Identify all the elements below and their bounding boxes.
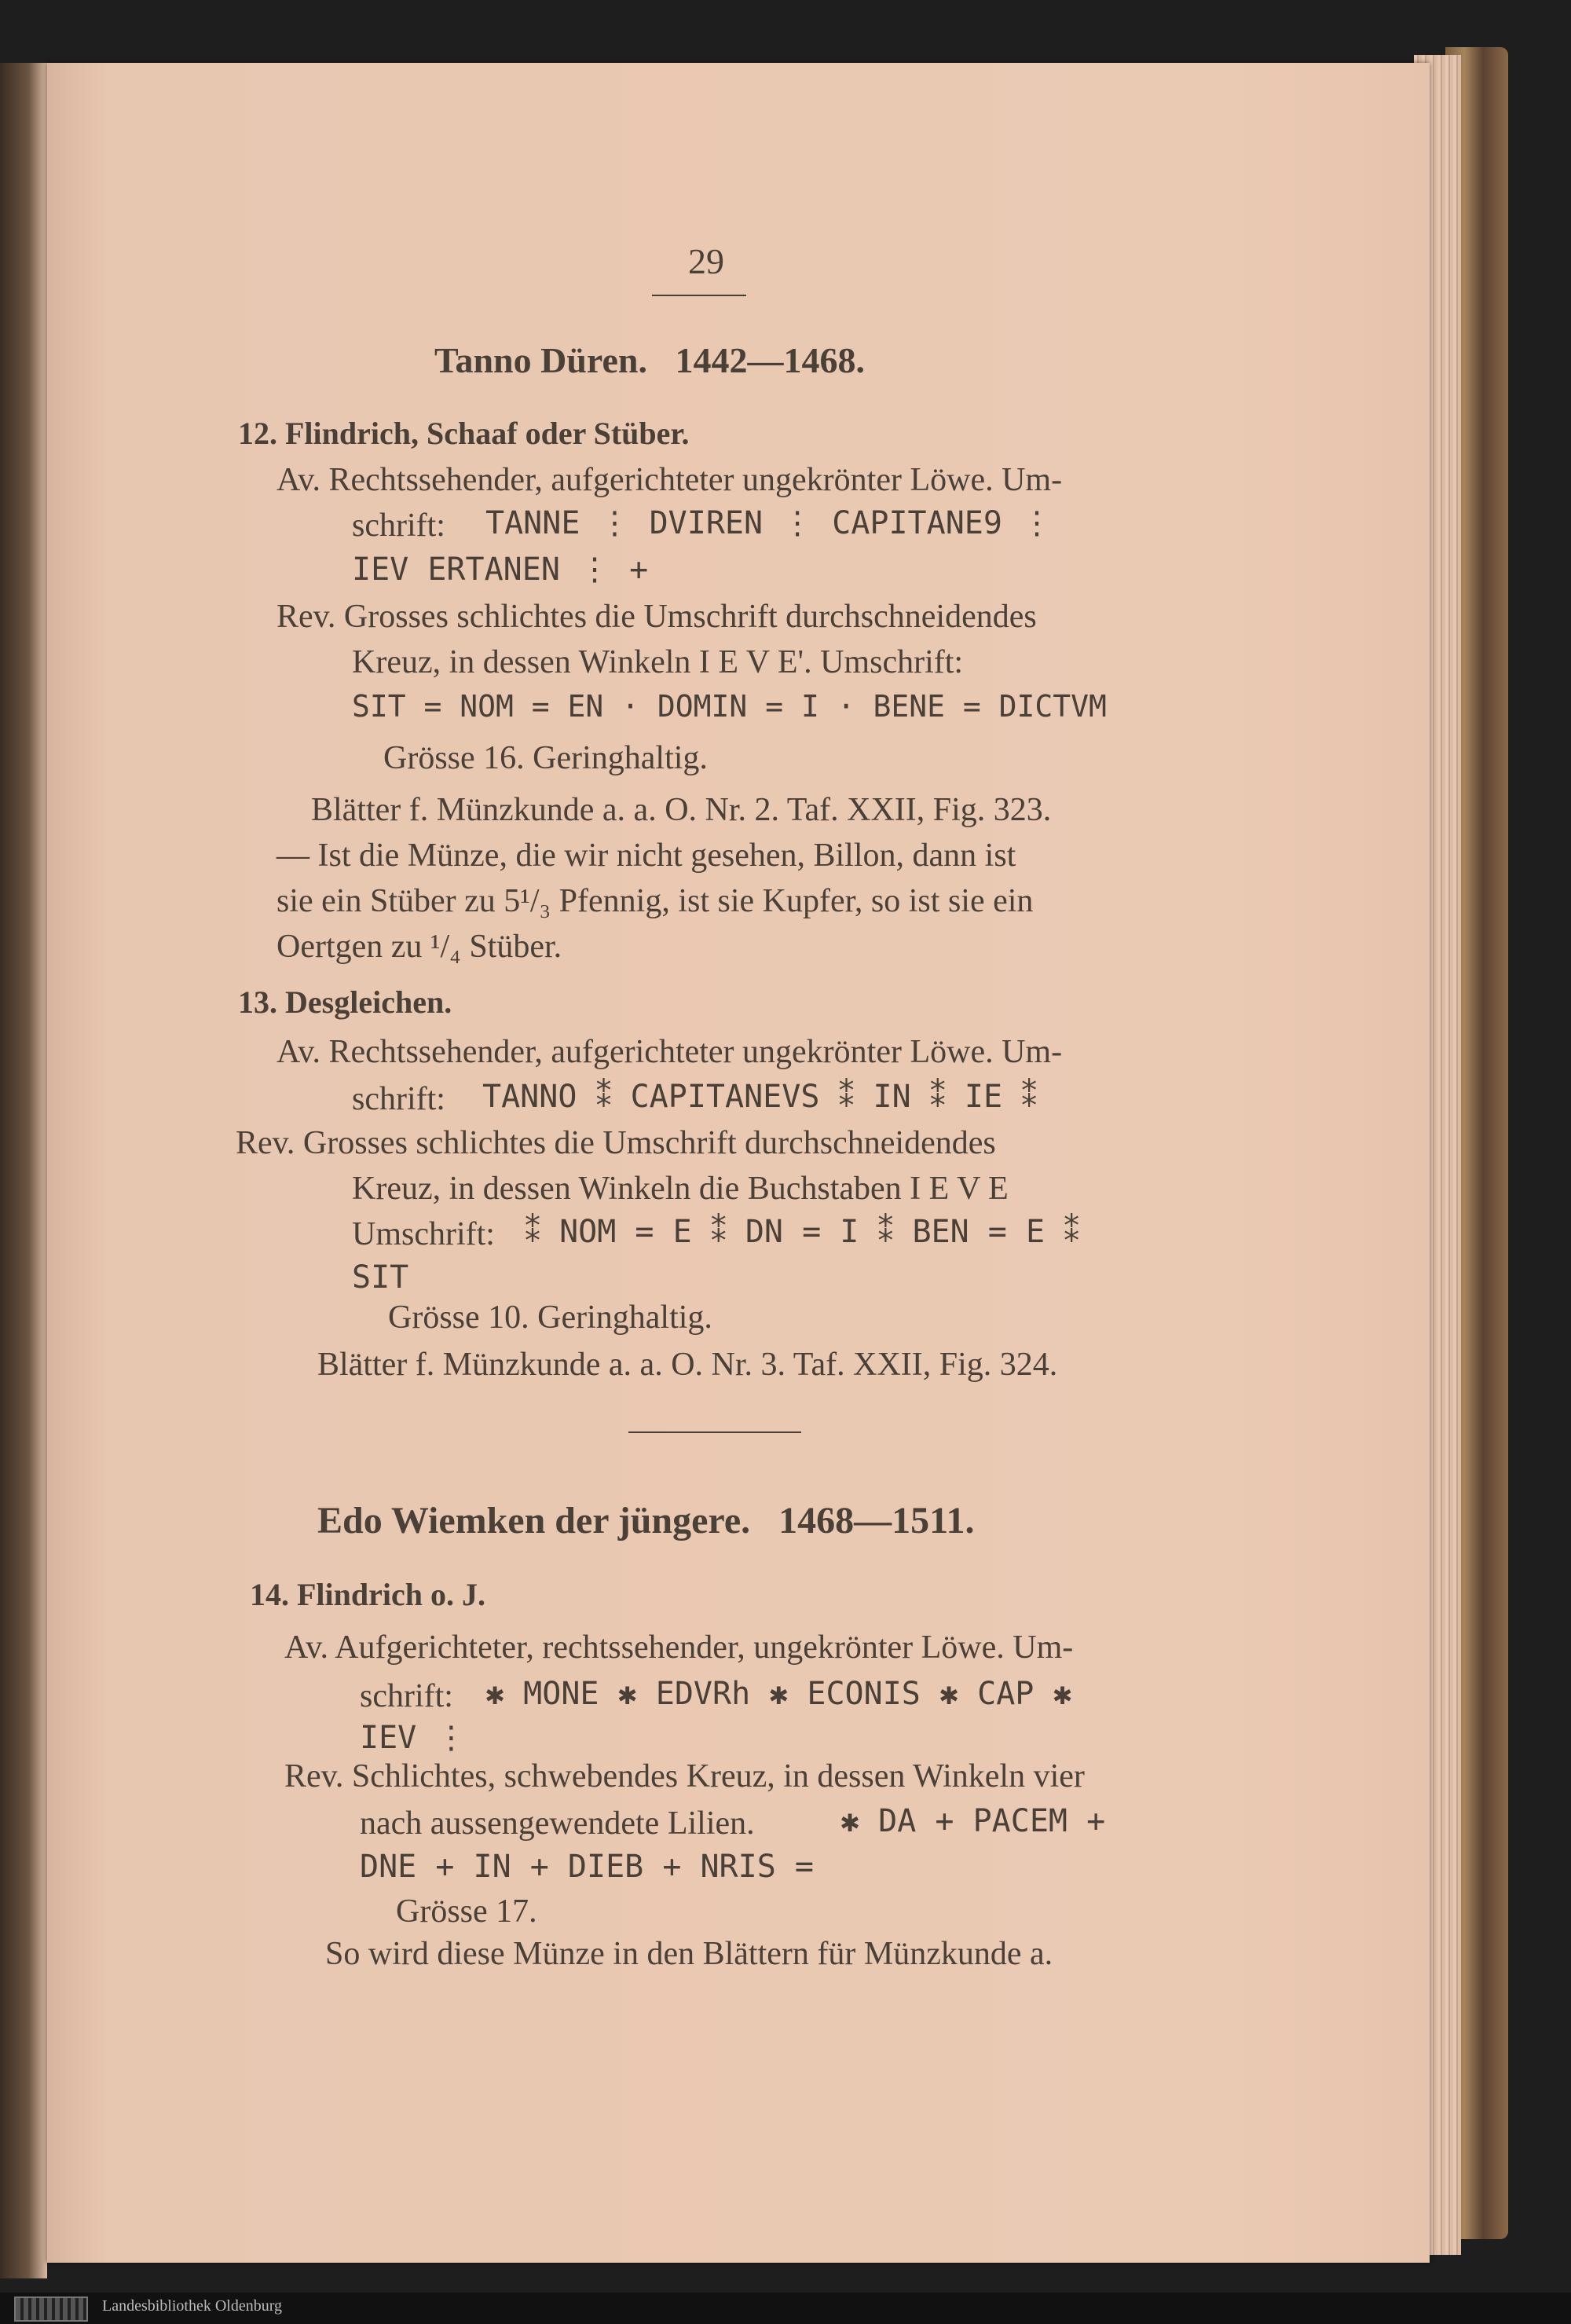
- book-page: [47, 63, 1430, 2263]
- library-logo-icon: [14, 2297, 88, 2322]
- entry-line: schrift:: [360, 1678, 453, 1714]
- entry-line: Blätter f. Münzkunde a. a. O. Nr. 3. Taf. XXII, Fig. 324.: [317, 1347, 1058, 1383]
- entry-line: Grösse 10. Geringhaltig.: [388, 1299, 712, 1336]
- entry-line: Rev. Grosses schlichtes die Umschrift durchschneidendes: [276, 599, 1037, 635]
- legend-inscription: DNE + IN + DIEB + NRIS =: [360, 1849, 814, 1885]
- footer-credit: Landesbibliothek Oldenburg: [102, 2297, 283, 2315]
- entry-line: Av. Rechtssehender, aufgerichteter ungekrönter Löwe. Um-: [276, 462, 1063, 498]
- entry-line: Oertgen zu ¹/₄ Stüber.: [276, 929, 562, 965]
- legend-inscription: IEV ⋮: [360, 1720, 467, 1756]
- entry-line: Umschrift:: [352, 1216, 495, 1252]
- section-divider: [628, 1431, 801, 1433]
- entry-line: Kreuz, in dessen Winkeln I E V E'. Umschrift:: [352, 644, 964, 680]
- section-heading-name: Edo Wiemken der jüngere.: [317, 1500, 751, 1541]
- entry-title: 13. Desgleichen.: [238, 984, 452, 1020]
- legend-inscription: ✱ MONE ✱ EDVRh ✱ ECONIS ✱ CAP ✱: [485, 1676, 1072, 1712]
- entry-title: 14. Flindrich o. J.: [250, 1577, 486, 1612]
- section-heading: [434, 340, 866, 380]
- legend-inscription: SIT: [352, 1259, 409, 1296]
- entry-line: Rev. Grosses schlichtes die Umschrift durchschneidendes: [236, 1125, 996, 1161]
- entry-line: Rev. Schlichtes, schwebendes Kreuz, in dessen Winkeln vier: [284, 1758, 1085, 1794]
- entry-line: Blätter f. Münzkunde a. a. O. Nr. 2. Taf. XXII, Fig. 323.: [311, 792, 1052, 828]
- legend-inscription: ⁑ NOM = E ⁑ DN = I ⁑ BEN = E ⁑: [525, 1214, 1080, 1250]
- page-number: 29: [688, 241, 724, 281]
- section-heading-years: 1468—1511.: [778, 1500, 975, 1541]
- entry-title: 12. Flindrich, Schaaf oder Stüber.: [238, 416, 690, 451]
- section-heading: [317, 1502, 975, 1540]
- entry-line: Grösse 16. Geringhaltig.: [383, 740, 708, 776]
- entry-line: sie ein Stüber zu 5¹/₃ Pfennig, ist sie Kupfer, so ist sie ein: [276, 883, 1034, 919]
- entry-line: Grösse 17.: [396, 1893, 537, 1930]
- entry-line: nach aussengewendete Lilien.: [360, 1805, 755, 1842]
- entry-line: — Ist die Münze, die wir nicht gesehen, Billon, dann ist: [276, 838, 1016, 874]
- book-spine-left: [0, 63, 47, 2278]
- section-heading-years: 1442—1468.: [675, 340, 866, 380]
- entry-line: schrift:: [352, 508, 445, 544]
- entry-line: schrift:: [352, 1081, 445, 1117]
- entry-line: Av. Aufgerichteter, rechtssehender, ungekrönter Löwe. Um-: [284, 1629, 1074, 1666]
- legend-inscription: TANNO ⁑ CAPITANEVS ⁑ IN ⁑ IE ⁑: [482, 1079, 1038, 1115]
- page-number-rule: [652, 295, 746, 296]
- entry-line: So wird diese Münze in den Blättern für Münzkunde a.: [325, 1936, 1053, 1972]
- legend-inscription: ✱ DA + PACEM +: [840, 1803, 1106, 1839]
- legend-inscription: IEV ERTANEN ⋮ +: [352, 552, 649, 588]
- legend-inscription: TANNE ⋮ DVIREN ⋮ CAPITANE9 ⋮: [485, 505, 1053, 541]
- legend-inscription: SIT = NOM = EN · DOMIN = I · BENE = DICTVM: [352, 689, 1107, 724]
- entry-line: Av. Rechtssehender, aufgerichteter ungekrönter Löwe. Um-: [276, 1034, 1063, 1070]
- section-heading-name: Tanno Düren.: [434, 340, 648, 380]
- entry-line: Kreuz, in dessen Winkeln die Buchstaben I E V E: [352, 1171, 1009, 1207]
